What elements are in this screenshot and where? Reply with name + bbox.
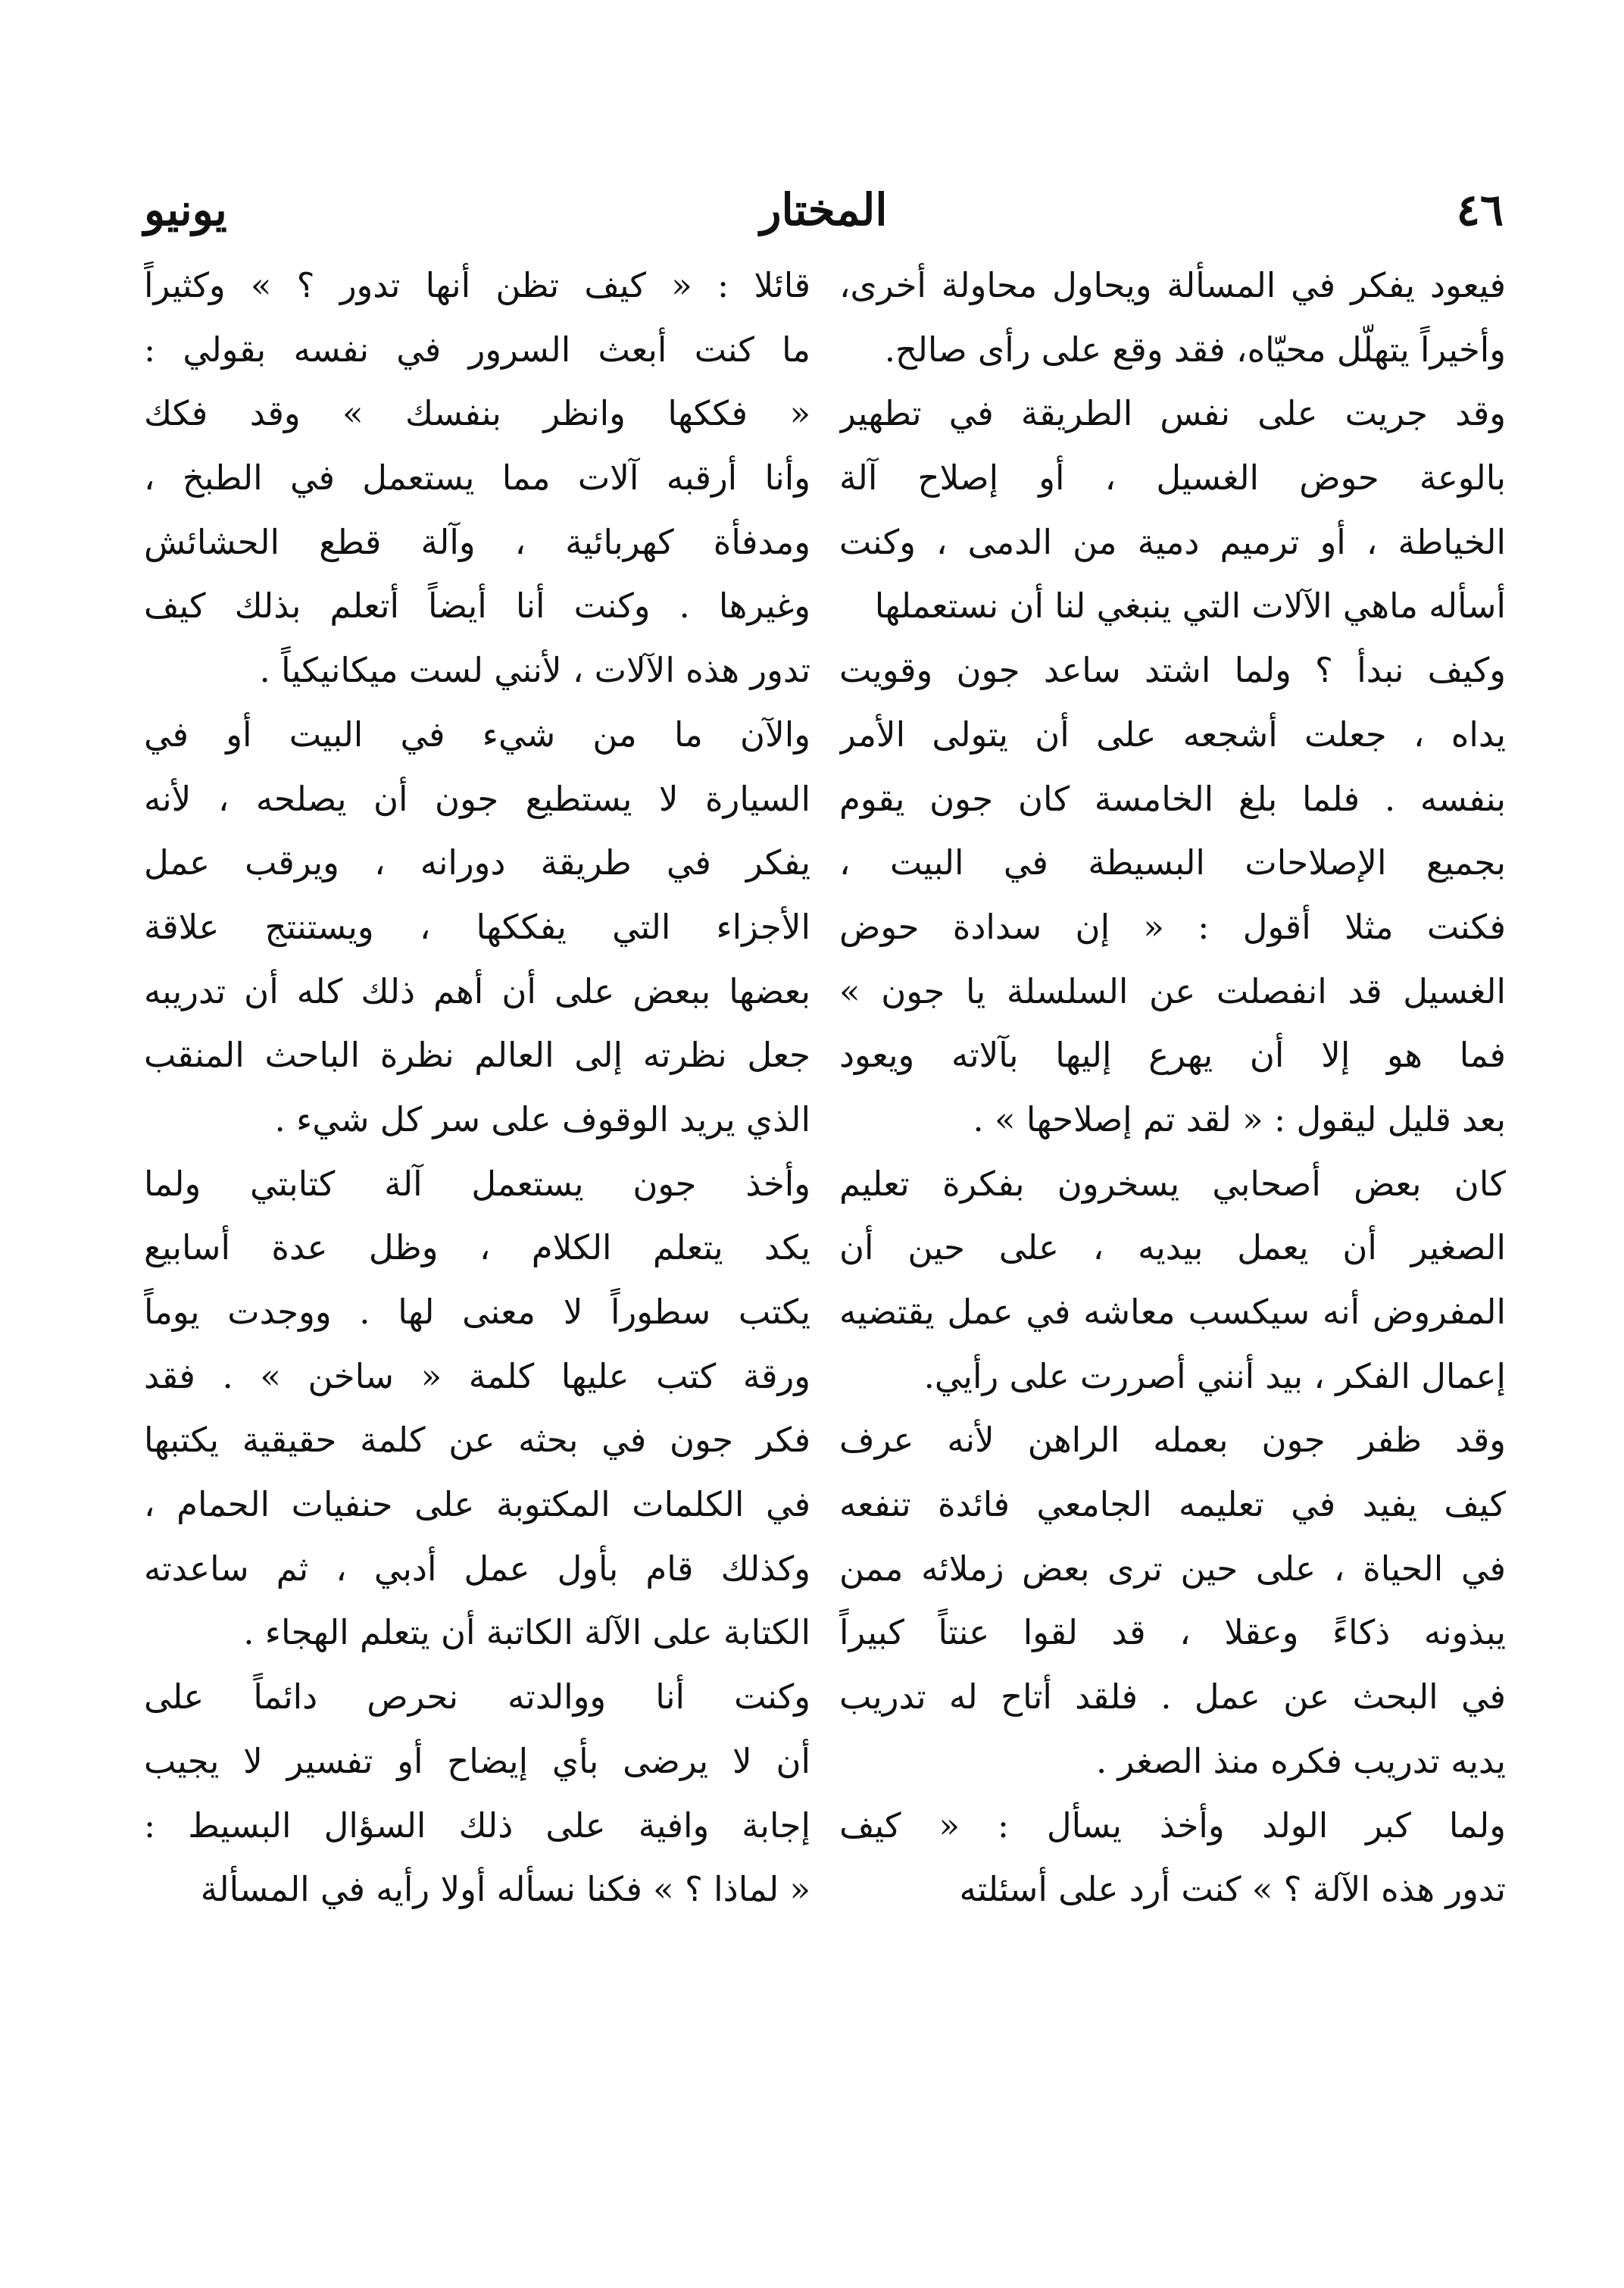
text-line: الكتابة على الآلة الكاتبة أن يتعلم الهجاء . (243, 1612, 810, 1653)
text-line: فكر جون في بحثه عن كلمة حقيقية يكتبها (144, 1420, 810, 1461)
text-line: جعل نظرته إلى العالم نظرة الباحث المنقب (144, 1035, 810, 1076)
text-line: الصغير أن يعمل بيديه ، على حين أن (839, 1227, 1506, 1268)
text-line: وقد ظفر جون بعمله الراهن لأنه عرف (839, 1420, 1506, 1461)
text-line: الخياطة ، أو ترميم دمية من الدمى ، وكنت (839, 521, 1506, 562)
text-line: يداه ، جعلت أشجعه على أن يتولى الأمر (839, 714, 1506, 755)
text-line: يديه تدريب فكره منذ الصغر . (1095, 1740, 1506, 1781)
text-line: وقد جريت على نفس الطريقة في تطهير (839, 393, 1506, 434)
text-line: يفكر في طريقة دورانه ، ويرقب عمل (144, 842, 810, 883)
text-line: وأخيراً يتهلّل محيّاه، فقد وقع على رأى صالح. (884, 329, 1506, 370)
text-line: تدور هذه الآلة ؟ » كنت أرد على أسئلته (959, 1869, 1506, 1910)
text-line: بجميع الإصلاحات البسيطة في البيت ، (839, 842, 1506, 883)
text-line: وكنت أنا ووالدته نحرص دائماً على (144, 1677, 810, 1718)
text-line: يبذونه ذكاءً وعقلا ، قد لقوا عنتاً كبيراً (839, 1612, 1506, 1653)
text-line: بعضها ببعض على أن أهم ذلك كله أن تدريبه (144, 971, 810, 1011)
text-line: أن لا يرضى بأي إيضاح أو تفسير لا يجيب (144, 1740, 810, 1781)
right-text-column (839, 254, 1506, 1922)
text-line: وغيرها . وكنت أنا أيضاً أتعلم بذلك كيف (144, 586, 810, 627)
text-line: وكيف نبدأ ؟ ولما اشتد ساعد جون وقويت (839, 650, 1506, 691)
text-line: في البحث عن عمل . فلقد أتاح له تدريب (839, 1677, 1506, 1718)
text-line: أسأله ماهي الآلات التي ينبغي لنا أن نستعملها (874, 586, 1506, 627)
text-line: الأجزاء التي يفككها ، ويستنتج علاقة (144, 906, 810, 947)
text-line: والآن ما من شيء في البيت أو في (144, 714, 810, 755)
text-line: إعمال الفكر ، بيد أنني أصررت على رأيي. (923, 1355, 1506, 1396)
text-line: قائلا : « كيف تظن أنها تدور ؟ » وكثيراً (144, 265, 810, 305)
text-line: « لماذا ؟ » فكنا نسأله أولا رأيه في المسألة (200, 1869, 810, 1910)
text-line: ولما كبر الولد وأخذ يسأل : « كيف (839, 1805, 1506, 1846)
page-header (144, 176, 1504, 244)
text-line: ومدفأة كهربائية ، وآلة قطع الحشائش (144, 521, 810, 562)
text-line: في الحياة ، على حين ترى بعض زملائه ممن (839, 1548, 1506, 1589)
text-line: الذي يريد الوقوف على سر كل شيء . (274, 1099, 810, 1139)
text-line: ما كنت أبعث السرور في نفسه بقولي : (144, 329, 810, 370)
text-line: فكنت مثلا أقول : « إن سدادة حوض (839, 906, 1506, 947)
text-line: المفروض أنه سيكسب معاشه في عمل يقتضيه (839, 1292, 1506, 1332)
text-line: وأخذ جون يستعمل آلة كتابتي ولما (144, 1163, 810, 1204)
text-line: فما هو إلا أن يهرع إليها بآلاته ويعود (839, 1035, 1506, 1076)
text-line: يكد يتعلم الكلام ، وظل عدة أسابيع (144, 1227, 810, 1268)
text-line: تدور هذه الآلات ، لأنني لست ميكانيكياً . (259, 650, 810, 691)
text-line: بعد قليل ليقول : « لقد تم إصلاحها » . (973, 1099, 1506, 1139)
text-line: الغسيل قد انفصلت عن السلسلة يا جون » (839, 971, 1506, 1011)
text-line: بنفسه . فلما بلغ الخامسة كان جون يقوم (839, 778, 1506, 819)
text-line: « فككها وانظر بنفسك » وقد فكك (144, 393, 810, 434)
text-line: بالوعة حوض الغسيل ، أو إصلاح آلة (839, 458, 1506, 499)
text-line: كيف يفيد في تعليمه الجامعي فائدة تنفعه (839, 1484, 1506, 1525)
text-line: يكتب سطوراً لا معنى لها . ووجدت يوماً (144, 1292, 810, 1332)
text-line: ورقة كتب عليها كلمة « ساخن » . فقد (144, 1355, 810, 1396)
text-line: فيعود يفكر في المسألة ويحاول محاولة أخرى، (839, 265, 1506, 305)
page-number: ٤٦ (1456, 184, 1504, 236)
text-line: وأنا أرقبه آلات مما يستعمل في الطبخ ، (144, 458, 810, 499)
text-line: إجابة وافية على ذلك السؤال البسيط : (144, 1805, 810, 1846)
text-line: في الكلمات المكتوبة على حنفيات الحمام ، (144, 1484, 810, 1525)
left-text-column (144, 254, 810, 1922)
text-line: كان بعض أصحابي يسخرون بفكرة تعليم (839, 1163, 1506, 1204)
text-line: وكذلك قام بأول عمل أدبي ، ثم ساعدته (144, 1548, 810, 1589)
running-title: المختار (760, 184, 888, 236)
issue-month: يونيو (144, 184, 227, 236)
text-line: السيارة لا يستطيع جون أن يصلحه ، لأنه (144, 778, 810, 819)
